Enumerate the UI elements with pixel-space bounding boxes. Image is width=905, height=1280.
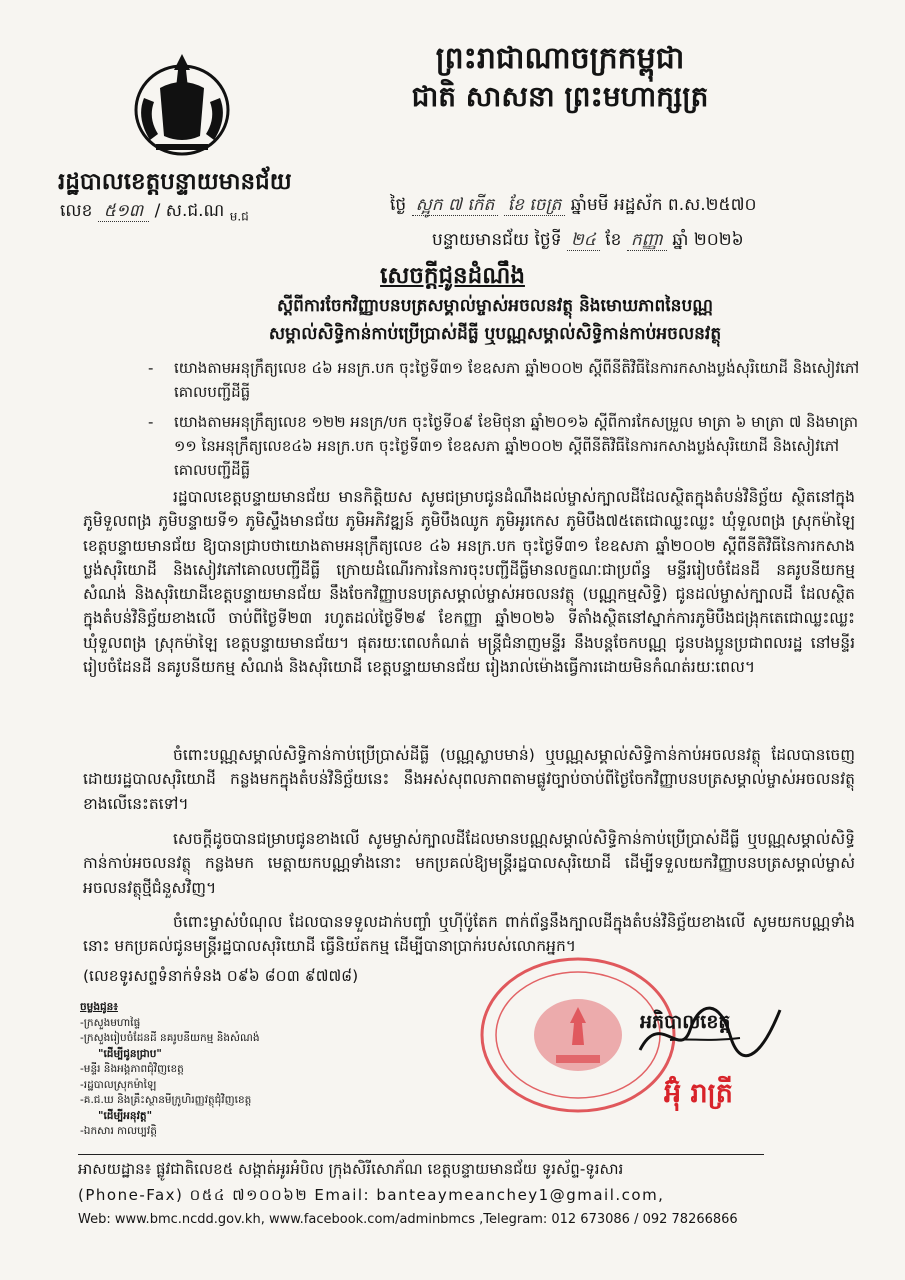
recipient-item: -មន្ទីរ និងអង្គភាពជុំវិញខេត្ត [80, 1063, 184, 1075]
footer-divider [78, 1154, 764, 1155]
recipient-purpose: "ដើម្បីអនុវត្ត" [98, 1109, 153, 1122]
lunar-month-handwritten: ខែ ចេត្រ [504, 195, 566, 216]
issuing-organization: រដ្ឋបាលខេត្តបន្ទាយមានជ័យ [58, 169, 292, 195]
body-paragraph-2: ចំពោះបណ្ណសម្គាល់សិទ្ធិកាន់កាប់ប្រើប្រាស់ដីធ្លី (បណ្ណស្លាបមាន់) ឬបណ្ណសម្គាល់សិទ្ធិកាន់កាប់អចលនវត្ថុ ដែលបានចេញដោយរដ្ឋបាលសុរិយោដី កន្លងមកក្នុងតំបន់វិនិច្ឆ័យនេះ នឹងអស់សុពលភាពតាមផ្លូវច្បាប់ចាប់ពីថ្ងៃចែកវិញ្ញាបនបត្រសម្គាល់ម្ចាស់អចលនវត្ថុ ខាងលើនេះតទៅ។ [83, 746, 855, 813]
footer-phone-email: (Phone-Fax) ០៥៤ ៧១០០៦២ Email: banteaymeanchey1@gmail.com, [78, 1186, 665, 1204]
reference-number [60, 200, 249, 226]
recipients-heading: ចម្លងជូន៖ [80, 1001, 118, 1013]
subject-line-2: សម្គាល់សិទ្ធិកាន់កាប់ប្រើប្រាស់ដីធ្លី ឬបណ្ណសម្គាល់សិទ្ធិកាន់កាប់អចលនវត្ថុ [268, 324, 722, 344]
notice-title: សេចក្តីជូនដំណឹង [380, 263, 525, 289]
contact-phone-note: (លេខទូរសព្ទទំនាក់ទំនង ០៩៦ ៨០៣ ៩៧៧៨) [83, 967, 359, 985]
royal-emblem-icon [130, 48, 235, 158]
copy-recipients [80, 1000, 340, 1140]
lunar-date [390, 194, 757, 219]
ref-sub: ម.ជ [229, 209, 249, 224]
lunar-prefix: ថ្ងៃ [390, 195, 407, 215]
solar-year: ឆ្នាំ ២០២៦ [672, 230, 744, 250]
recipient-purpose: "ដើម្បីជូនជ្រាប" [98, 1047, 162, 1060]
kingdom-title: ព្រះរាជាណាចក្រកម្ពុជា [435, 41, 685, 76]
reference-item: - យោងតាមអនុក្រឹត្យលេខ ១២២ អនក្រ/បក ចុះថ្ងៃទី០៩ ខែមិថុនា ឆ្នាំ២០១៦ ស្តីពីការកែសម្រួល មាត្រា ៦ មាត្រា ៧ និងមាត្រា ១១ នៃអនុក្រឹត្យលេខ៤៦ អនក្រ.បក ចុះថ្ងៃទី៣១ ខែឧសភា ឆ្នាំ២០០២ ស្តីពីនីតិវិធីនៃការកសាងប្លង់សុរិយោដី និងសៀវភៅគោលបញ្ជីដីធ្លី [148, 413, 859, 479]
recipient-item: -ក្រសួងរៀបចំដែនដី នគរូបនីយកម្ម និងសំណង់ [80, 1032, 260, 1044]
reference-text: យោងតាមអនុក្រឹត្យលេខ ៤៦ អនក្រ.បក ចុះថ្ងៃទី៣១ ខែឧសភា ឆ្នាំ២០០២ ស្តីពីនីតិវិធីនៃការកសាងប្លង់សុរិយោដី និងសៀវភៅគោលបញ្ជីដីធ្លី [174, 359, 860, 401]
signer-name: អ៊ុំ រាត្រី [664, 1078, 733, 1109]
subject-line-1: ស្តីពីការចែកវិញ្ញាបនបត្រសម្គាល់ម្ចាស់អចលនវត្ថុ និងមោឃភាពនៃបណ្ណ [276, 296, 714, 316]
body-paragraph-3: សេចក្តីដូចបានជម្រាបជូនខាងលើ សូមម្ចាស់ក្បាលដីដែលមានបណ្ណសម្គាល់សិទ្ធិកាន់កាប់ប្រើប្រាស់ដីធ្លី ឬបណ្ណសម្គាល់សិទ្ធិកាន់កាប់អចលនវត្ថុ កន្លងមក មេត្តាយកបណ្ណទាំងនោះ មកប្រគល់ឱ្យមន្ត្រីរដ្ឋបាលសុរិយោដី ដើម្បីទទួលយកវិញ្ញាបនបត្រសម្គាល់ម្ចាស់អចលនវត្ថុថ្មីជំនួសវិញ។ [83, 830, 855, 897]
recipient-item: -គ.ជ.ឃ និងគ្រឹះស្ថានមីក្រូហិរញ្ញវត្ថុជុំវិញខេត្ត [80, 1094, 252, 1106]
ref-prefix: លេខ [60, 201, 93, 221]
solar-month-handwritten: កញ្ញា [627, 230, 667, 251]
recipient-item: -ឯកសារ កាលប្បវត្តិ [80, 1125, 157, 1137]
reference-text: យោងតាមអនុក្រឹត្យលេខ ១២២ អនក្រ/បក ចុះថ្ងៃទី០៩ ខែមិថុនា ឆ្នាំ២០១៦ ស្តីពីការកែសម្រួល មាត្រា ៦ មាត្រា ៧ និងមាត្រា ១១ នៃអនុក្រឹត្យលេខ៤៦ អនក្រ.បក ចុះថ្ងៃទី៣១ ខែឧសភា ឆ្នាំ២០០២ ស្តីពីនីតិវិធីនៃការកសាងប្លង់សុរិយោដី និងសៀវភៅគោលបញ្ជីដីធ្លី [174, 413, 859, 479]
reference-item: - យោងតាមអនុក្រឹត្យលេខ ៤៦ អនក្រ.បក ចុះថ្ងៃទី៣១ ខែឧសភា ឆ្នាំ២០០២ ស្តីពីនីតិវិធីនៃការកសាងប្លង់សុរិយោដី និងសៀវភៅគោលបញ្ជីដីធ្លី [148, 359, 860, 401]
legal-references [148, 356, 868, 488]
recipient-item: -រដ្ឋបាលស្រុកម៉ាឡៃ [80, 1078, 157, 1091]
body-paragraph-1: រដ្ឋបាលខេត្តបន្ទាយមានជ័យ មានកិត្តិយស សូមជម្រាបជូនដំណឹងដល់ម្ចាស់ក្បាលដីដែលស្ថិតក្នុងតំបន់វិនិច្ឆ័យ ស្ថិតនៅក្នុងភូមិទួលពង្រ ភូមិបន្ទាយទី១ ភូមិស្ទឹងមានជ័យ ភូមិអភិវឌ្ឍន៍ ភូមិបឹងឈូក ភូមិអូរកេស ភូមិបឹង៧៥តេជោឈ្លះឈ្លះ ឃុំទួលពង្រ ស្រុកម៉ាឡៃ ខេត្តបន្ទាយមានជ័យ ឱ្យបានជ្រាបថាយោងតាមអនុក្រឹត្យលេខ ៤៦ អនក្រ.បក ចុះថ្ងៃទី៣១ ខែឧសភា ឆ្នាំ២០០២ ស្តីពីនីតិវិធីនៃការកសាងប្លង់សុរិយោដី និងសៀវភៅគោលបញ្ជីដីធ្លី ក្រោយដំណើរការនៃការចុះបញ្ជីដីធ្លីមានលក្ខណៈជាប្រព័ន្ធ មន្ទីររៀបចំដែនដី នគរូបនីយកម្ម សំណង់ និងសុរិយោដីខេត្តបន្ទាយមានជ័យ នឹងចែកវិញ្ញាបនបត្រសម្គាល់ម្ចាស់អចលនវត្ថុ (បណ្ណកម្មសិទ្ធិ) ជូនដល់ម្ចាស់ក្បាលដី ដែលស្ថិតក្នុងតំបន់វិនិច្ឆ័យខាងលើ ចាប់ពីថ្ងៃទី២៣ រហូតដល់ថ្ងៃទី២៩ ខែកញ្ញា ឆ្នាំ២០២៦ ទីតាំងស្ថិតនៅស្នាក់ការភូមិបឹងជង្រុកតេជោឈ្លះឈ្លះ ឃុំទួលពង្រ ស្រុកម៉ាឡៃ ខេត្តបន្ទាយមានជ័យ។ ផុតរយៈពេលកំណត់ មន្ត្រីជំនាញមន្ទីរ នឹងបន្តចែកបណ្ណ ជូនបងប្អូនប្រជាពលរដ្ឋ នៅមន្ទីររៀបចំដែនដី នគរូបនីយកម្ម សំណង់ និងសុរិយោដី ខេត្តបន្ទាយមានជ័យ រៀងរាល់ម៉ោងធ្វើការដោយមិនកំណត់រយៈពេល។ [83, 488, 855, 677]
ref-number-handwritten: ៥១៣ [98, 201, 149, 222]
footer-address: អាសយដ្ឋាន៖ ផ្លូវជាតិលេខ៥ សង្កាត់អូរអំបិល ក្រុងសិរីសោភ័ណ ខេត្តបន្ទាយមានជ័យ ទូរស័ព្ទ-ទូរសារ [78, 1160, 624, 1178]
lunar-rest: ឆ្នាំមមី អដ្ឋស័ក ព.ស.២៥៧០ [570, 195, 757, 215]
signer-title: អភិបាលខេត្ត [640, 1011, 731, 1033]
lunar-day-handwritten: ស្អូក ៧ កើត [412, 195, 499, 216]
recipient-item: -ក្រសួងមហាផ្ទៃ [80, 1016, 141, 1029]
solar-prefix: បន្ទាយមានជ័យ ថ្ងៃទី [432, 230, 562, 250]
notice-subject [170, 292, 820, 348]
signature-icon [630, 990, 790, 1070]
kingdom-header [300, 40, 820, 116]
ref-suffix: / ស.ជ.ណ [154, 201, 225, 221]
solar-month-label: ខែ [605, 230, 622, 250]
body-paragraph-4: ចំពោះម្ចាស់បំណុល ដែលបានទទួលដាក់បញ្ចាំ ឬហ៊ីប៉ូតែក ពាក់ព័ន្ធនឹងក្បាលដីក្នុងតំបន់វិនិច្ឆ័យខាងលើ សូមយកបណ្ណទាំងនោះ មកប្រគល់ជូនមន្ត្រីរដ្ឋបាលសុរិយោដី ធ្វើនិយ័តកម្ម ដើម្បីបានាប្រាក់របស់លោកអ្នក។ [83, 913, 855, 956]
solar-day-handwritten: ២៤ [567, 230, 600, 251]
solar-date [432, 229, 744, 254]
footer-web: Web: www.bmc.ncdd.gov.kh, www.facebook.com/adminbmcs ,Telegram: 012 673086 / 092 78266866 [78, 1212, 738, 1227]
national-motto: ជាតិ សាសនា ព្រះមហាក្សត្រ [411, 80, 709, 113]
